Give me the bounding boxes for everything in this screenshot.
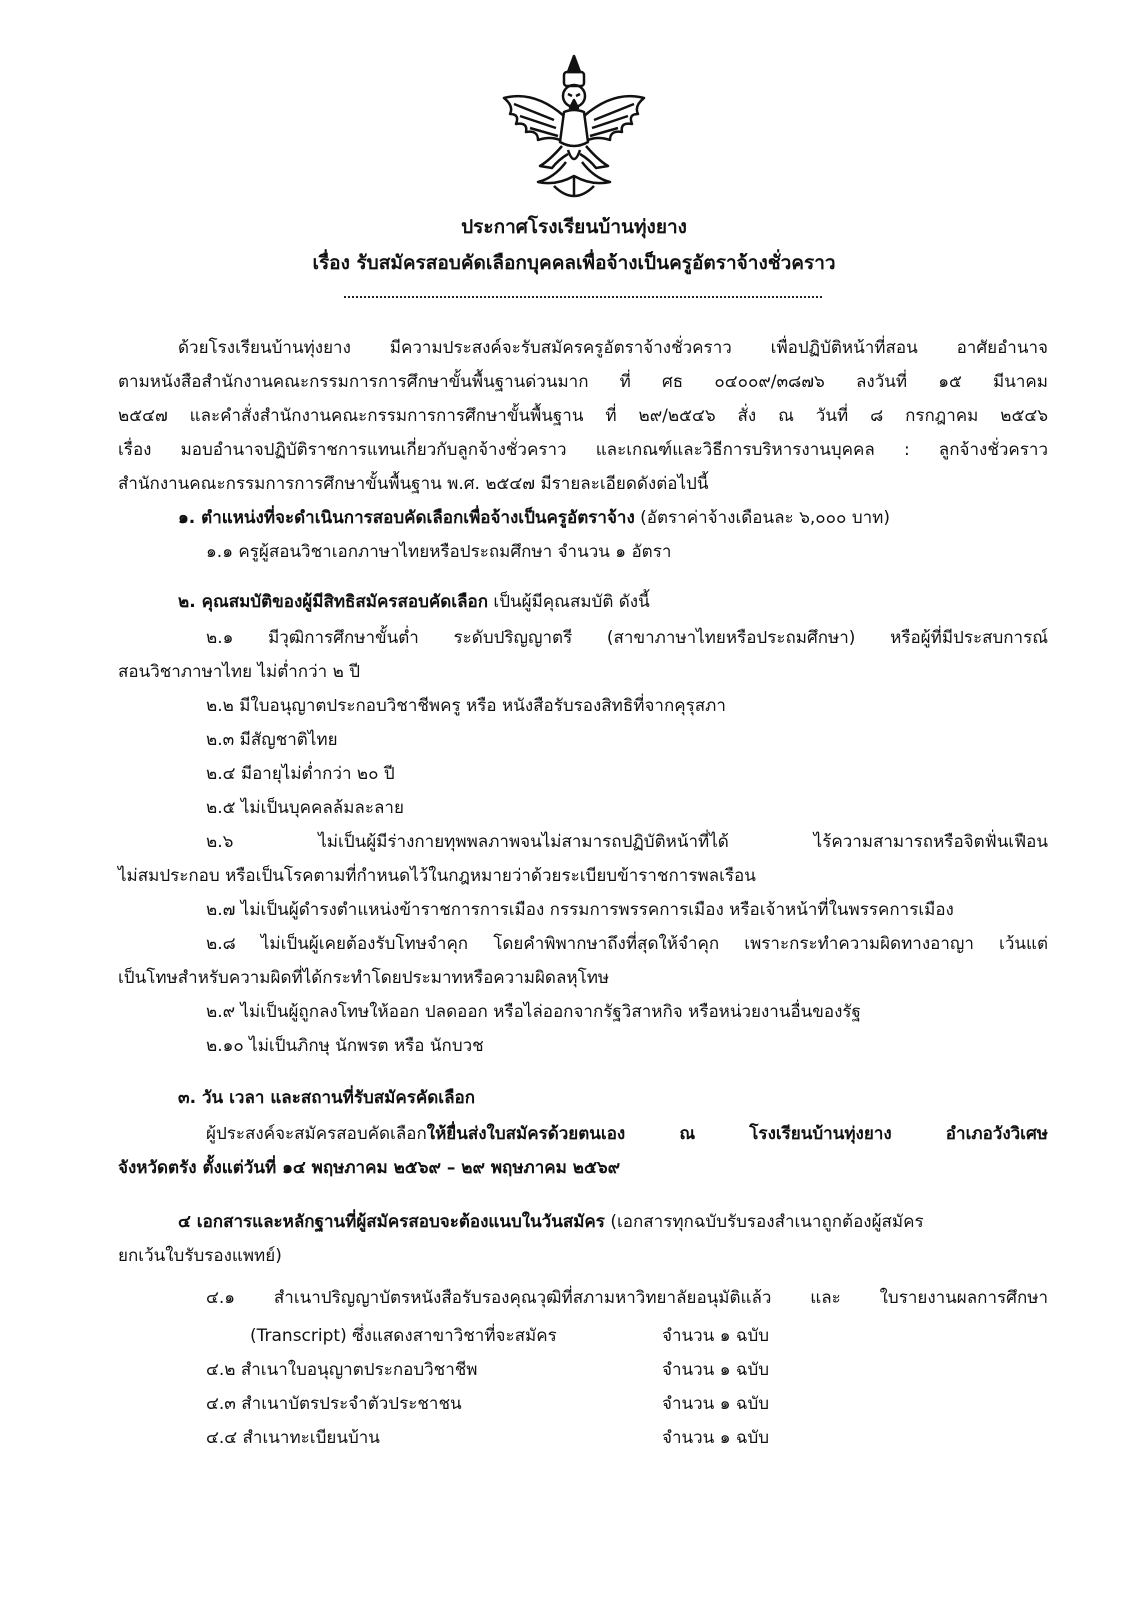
garuda-emblem [494, 50, 654, 200]
intro-line: ๒๕๔๗ และคำสั่งสำนักงานคณะกรรมการการศึกษาขั้นพื้นฐาน ที่ ๒๙/๒๕๔๖ สั่ง ณ วันที่ ๘ กรกฎาคม ๒๕๔๖ [118, 406, 1048, 426]
section3-line [206, 1124, 1048, 1145]
document-item-label: ๔.๓ สำเนาบัตรประจำตัวประชาชน [206, 1394, 462, 1414]
section1-heading [178, 508, 1048, 529]
intro-line: สำนักงานคณะกรรมการการศึกษาขั้นพื้นฐาน พ.ศ. ๒๕๔๗ มีรายละเอียดดังต่อไปนี้ [118, 474, 709, 494]
document-item: ๔.๑ สำเนาปริญญาบัตรหนังสือรับรองคุณวุฒิที่สภามหาวิทยาลัยอนุมัติแล้ว และ ใบรายงานผลการศึกษา [206, 1288, 1048, 1308]
qualification-line: ๒.๖ ไม่เป็นผู้มีร่างกายทุพพลภาพจนไม่สามารถปฏิบัติหน้าที่ได้ ไร้ความสามารถหรือจิตฟั่นเฟือน [206, 832, 1048, 852]
section1-heading-note: (อัตราค่าจ้างเดือนละ ๖,๐๐๐ บาท) [634, 508, 890, 528]
qualification-line: ๒.๑ มีวุฒิการศึกษาขั้นต่ำ ระดับปริญญาตรี (สาขาภาษาไทยหรือประถมศึกษา) หรือผู้ที่มีประสบการณ์ [206, 628, 1048, 648]
document-item-qty: จำนวน ๑ ฉบับ [662, 1394, 770, 1414]
qualification-line: ๒.๔ มีอายุไม่ต่ำกว่า ๒๐ ปี [206, 764, 395, 784]
title-divider [344, 296, 822, 298]
section4-heading [178, 1212, 1048, 1233]
qualification-line: ๒.๑๐ ไม่เป็นภิกษุ นักพรต หรือ นักบวช [206, 1036, 484, 1056]
document-item-qty: จำนวน ๑ ฉบับ [662, 1428, 770, 1448]
announcement-title: ประกาศโรงเรียนบ้านทุ่งยาง [461, 216, 687, 238]
section1-heading-text: ๑. ตำแหน่งที่จะดำเนินการสอบคัดเลือกเพื่อจ้างเป็นครูอัตราจ้าง [178, 508, 635, 528]
section1-item: ๑.๑ ครูผู้สอนวิชาเอกภาษาไทยหรือประถมศึกษา จำนวน ๑ อัตรา [206, 542, 672, 562]
section3-dates: จังหวัดตรัง ตั้งแต่วันที่ ๑๔ พฤษภาคม ๒๕๖๙ – ๒๙ พฤษภาคม ๒๕๖๙ [118, 1158, 621, 1178]
announcement-subject: เรื่อง รับสมัครสอบคัดเลือกบุคคลเพื่อจ้างเป็นครูอัตราจ้างชั่วคราว [312, 252, 836, 274]
section4-note: ยกเว้นใบรับรองแพทย์) [118, 1246, 282, 1266]
qualification-line: ๒.๙ ไม่เป็นผู้ถูกลงโทษให้ออก ปลดออก หรือไล่ออกจากรัฐวิสาหกิจ หรือหน่วยงานอื่นของรัฐ [206, 1002, 861, 1022]
intro-line: เรื่อง มอบอำนาจปฏิบัติราชการแทนเกี่ยวกับลูกจ้างชั่วคราว และเกณฑ์และวิธีการบริหารงานบุคคล : ลูกจ้างชั่วคราว [118, 440, 1048, 460]
section2-heading-note: เป็นผู้มีคุณสมบัติ ดังนี้ [488, 592, 650, 612]
section2-heading-text: ๒. คุณสมบัติของผู้มีสิทธิสมัครสอบคัดเลือก [178, 592, 489, 612]
qualification-line: เป็นโทษสำหรับความผิดที่ได้กระทำโดยประมาทหรือความผิดลหุโทษ [118, 968, 610, 988]
qualification-line: ๒.๗ ไม่เป็นผู้ดำรงตำแหน่งข้าราชการการเมือง กรรมการพรรคการเมือง หรือเจ้าหน้าที่ในพรรคการเมือง [206, 900, 954, 920]
document-item-label: (Transcript) ซึ่งแสดงสาขาวิชาที่จะสมัคร [250, 1326, 557, 1346]
section4-heading-note: (เอกสารทุกฉบับรับรองสำเนาถูกต้องผู้สมัคร [604, 1212, 924, 1232]
qualification-line: สอนวิชาภาษาไทย ไม่ต่ำกว่า ๒ ปี [118, 662, 360, 682]
section3-line-bold: ให้ยื่นส่งใบสมัครด้วยตนเอง ณ โรงเรียนบ้านทุ่งยาง อำเภอวังวิเศษ [426, 1124, 1048, 1144]
intro-line: ตามหนังสือสำนักงานคณะกรรมการการศึกษาขั้นพื้นฐานด่วนมาก ที่ ศธ ๐๔๐๐๙/๓๘๗๖ ลงวันที่ ๑๕ มีนาคม [118, 372, 1048, 392]
document-item-qty: จำนวน ๑ ฉบับ [662, 1326, 770, 1346]
document-item-label: ๔.๒ สำเนาใบอนุญาตประกอบวิชาชีพ [206, 1360, 478, 1380]
qualification-line: ไม่สมประกอบ หรือเป็นโรคตามที่กำหนดไว้ในกฎหมายว่าด้วยระเบียบข้าราชการพลเรือน [118, 866, 756, 886]
qualification-line: ๒.๒ มีใบอนุญาตประกอบวิชาชีพครู หรือ หนังสือรับรองสิทธิที่จากคุรุสภา [206, 696, 726, 716]
qualification-line: ๒.๘ ไม่เป็นผู้เคยต้องรับโทษจำคุก โดยคำพิพากษาถึงที่สุดให้จำคุก เพราะกระทำความผิดทางอาญา เว้นแต่ [206, 934, 1048, 954]
section4-heading-text: ๔ เอกสารและหลักฐานที่ผู้สมัครสอบจะต้องแนบในวันสมัคร [178, 1212, 605, 1232]
qualification-line: ๒.๕ ไม่เป็นบุคคลล้มละลาย [206, 798, 404, 818]
document-item-label: ๔.๔ สำเนาทะเบียนบ้าน [206, 1428, 380, 1448]
section3-line-normal: ผู้ประสงค์จะสมัครสอบคัดเลือก [206, 1124, 427, 1144]
intro-line: ด้วยโรงเรียนบ้านทุ่งยาง มีความประสงค์จะรับสมัครครูอัตราจ้างชั่วคราว เพื่อปฏิบัติหน้าที่สอน อาศัยอำนาจ [178, 338, 1048, 358]
qualification-line: ๒.๓ มีสัญชาติไทย [206, 730, 338, 750]
section2-heading [178, 592, 1048, 613]
section3-heading: ๓. วัน เวลา และสถานที่รับสมัครคัดเลือก [178, 1088, 476, 1108]
document-item-qty: จำนวน ๑ ฉบับ [662, 1360, 770, 1380]
